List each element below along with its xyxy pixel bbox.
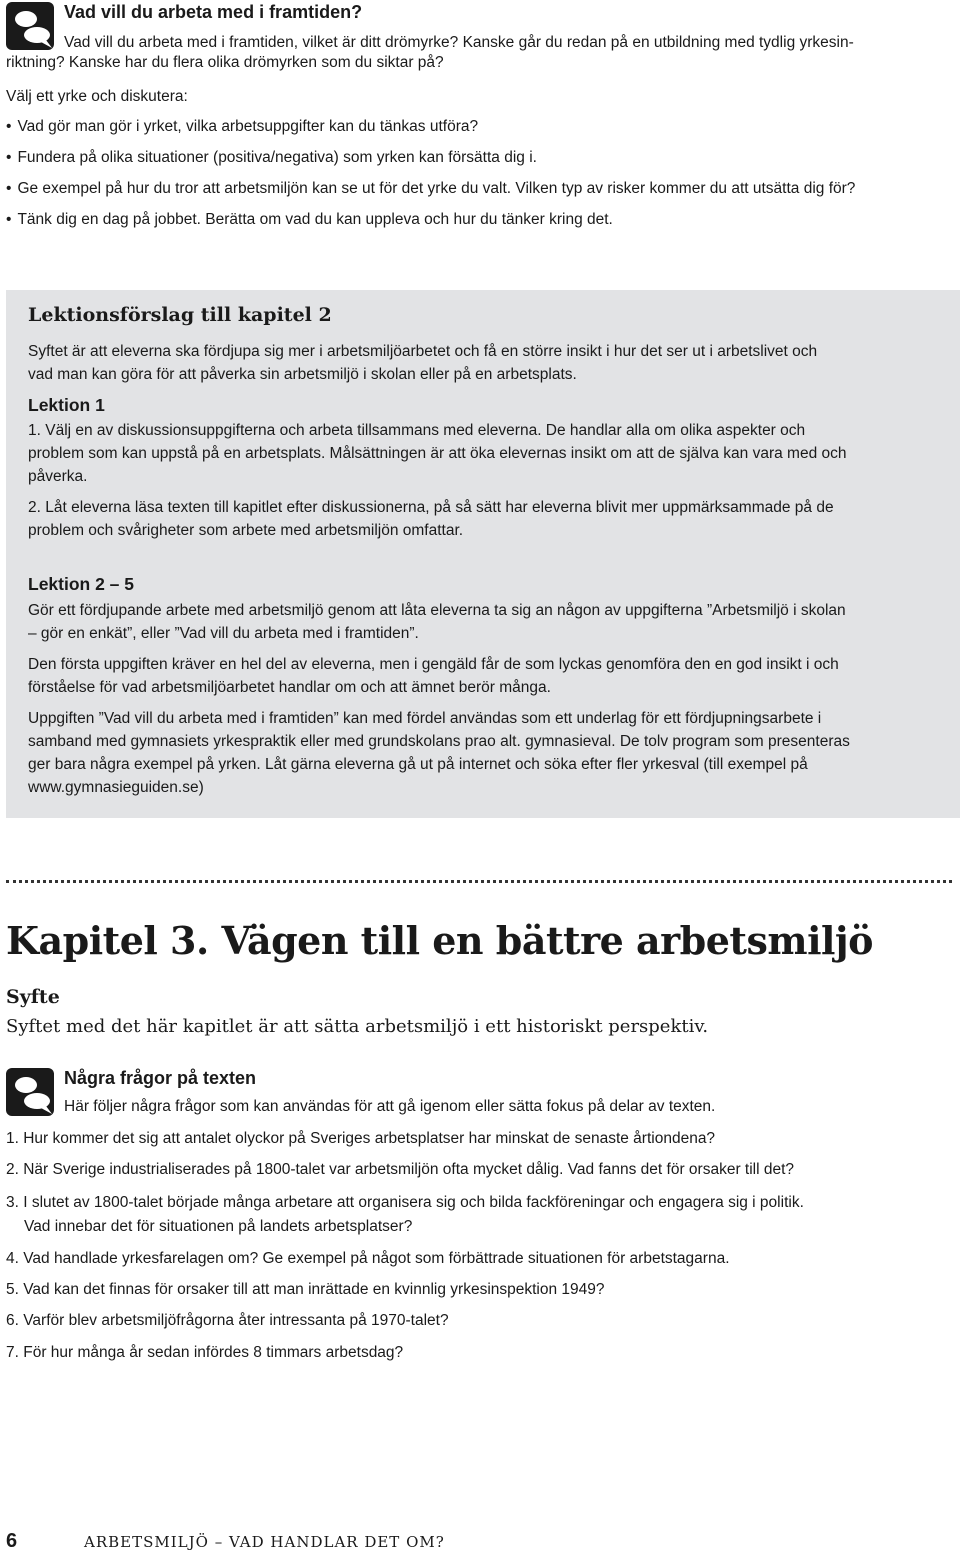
intro-bullet: • Vad gör man gör i yrket, vilka arbetsuppgifter kan du tänkas utföra? (6, 116, 478, 138)
question-item: 4. Vad handlade yrkesfarelagen om? Ge exempel på något som förbättrade situationen för arbetstagarna. (6, 1250, 730, 1267)
intro-lead: Välj ett yrke och diskutera: (6, 88, 188, 105)
questions-intro: Här följer några frågor som kan användas för att gå igenom eller sätta fokus på delar av texten. (64, 1098, 716, 1115)
question-item: 2. När Sverige industrialiserades på 1800-talet var arbetsmiljön ofta mycket dålig. Vad fanns det för orsaker till det? (6, 1161, 795, 1178)
intro-bullet: • Ge exempel på hur du tror att arbetsmiljön kan se ut för det yrke du valt. Vilken typ av risker kommer du att utsätta dig för? (6, 178, 855, 200)
footer-title: ARBETSMILJÖ – VAD HANDLAR DET OM? (84, 1533, 445, 1551)
question-item: 3. I slutet av 1800-talet började många arbetare att organisera sig och bilda fackföreningar och engagera sig i politik. (6, 1194, 804, 1211)
question-item: 1. Hur kommer det sig att antalet olyckor på Sveriges arbetsplatser har minskat de senaste årtiondena? (6, 1130, 716, 1147)
discussion-icon (6, 2, 54, 50)
intro-text-1: Vad vill du arbeta med i framtiden, vilket är ditt drömyrke? Kanske går du redan på en utbildning med tydlig yrkesin- (64, 34, 854, 51)
lesson-text: vad man kan göra för att påverka sin arbetsmiljö i skolan eller på en arbetsplats. (28, 366, 577, 383)
intro-text-2: riktning? Kanske har du flera olika drömyrken som du siktar på? (6, 54, 444, 71)
questions-title: Några frågor på texten (64, 1068, 257, 1088)
lesson-2-5-text: Den första uppgiften kräver en hel del av eleverna, men i gengäld får de som lyckas genomföra den en god insikt i och (28, 656, 839, 673)
lesson-2-5-title: Lektion 2 – 5 (28, 574, 135, 594)
question-item-continued: Vad innebar det för situationen på landets arbetsplatser? (24, 1218, 413, 1235)
lesson-1-text: 1. Välj en av diskussionsuppgifterna och arbeta tillsammans med eleverna. De handlar alla om olika aspekter och (28, 422, 806, 439)
intro-bullet: • Tänk dig en dag på jobbet. Berätta om vad du kan uppleva och hur du tänker kring det. (6, 209, 613, 231)
lesson-1-title: Lektion 1 (28, 395, 105, 415)
lesson-2-5-text: samband med gymnasiets yrkespraktik eller med grundskolans prao alt. gymnasieval. De tolv program som presenteras (28, 733, 850, 750)
syfte-text: Syftet med det här kapitlet är att sätta arbetsmiljö i ett historiskt perspektiv. (6, 1016, 709, 1037)
intro-title: Vad vill du arbeta med i framtiden? (64, 2, 363, 22)
question-item: 5. Vad kan det finnas för orsaker till att man inrättade en kvinnlig yrkesinspektion 1949? (6, 1281, 605, 1298)
lesson-text: Syftet är att eleverna ska fördjupa sig mer i arbetsmiljöarbetet och få en större insikt i hur det ser ut i arbetslivet och (28, 343, 818, 360)
lesson-2-5-text: www.gymnasieguiden.se) (28, 779, 204, 796)
lesson-2-5-text: Gör ett fördjupande arbete med arbetsmiljö genom att låta eleverna ta sig an någon av uppgifterna ”Arbetsmiljö i skolan (28, 602, 846, 619)
lesson-1-text: problem som kan uppstå på en arbetsplats. Målsättningen är att öka elevernas insikt om att de själva kan vara med och (28, 445, 847, 462)
lesson-1-text: påverka. (28, 468, 88, 485)
chapter-title: Kapitel 3. Vägen till en bättre arbetsmiljö (6, 918, 874, 963)
lesson-1-text: problem och svårigheter som arbete med arbetsmiljön omfattar. (28, 522, 464, 539)
dotted-divider (6, 880, 952, 883)
lesson-2-5-text: – gör en enkät”, eller ”Vad vill du arbeta med i framtiden”. (28, 625, 419, 642)
lesson-2-5-text: Uppgiften ”Vad vill du arbeta med i framtiden” kan med fördel användas som ett underlag för ett fördjupningsarbete i (28, 710, 822, 727)
syfte-heading: Syfte (6, 986, 60, 1008)
discussion-icon (6, 1068, 54, 1116)
lesson-1-text: 2. Låt eleverna läsa texten till kapitlet efter diskussionerna, på så sätt har eleverna blivit mer uppmärksammade på de (28, 499, 834, 516)
lesson-2-5-text: förståelse för vad arbetsmiljöarbetet handlar om och att ämnet berör många. (28, 679, 551, 696)
lesson-2-5-text: ger bara några exempel på yrken. Låt gärna eleverna gå ut på internet och söka efter fler yrkesval (till exempel på (28, 756, 808, 773)
lesson-box-heading: Lektionsförslag till kapitel 2 (28, 304, 332, 326)
intro-bullet: • Fundera på olika situationer (positiva/negativa) som yrken kan försätta dig i. (6, 147, 537, 169)
page-number: 6 (6, 1530, 18, 1552)
question-item: 6. Varför blev arbetsmiljöfrågorna åter intressanta på 1970-talet? (6, 1312, 449, 1329)
question-item: 7. För hur många år sedan infördes 8 timmars arbetsdag? (6, 1344, 404, 1361)
